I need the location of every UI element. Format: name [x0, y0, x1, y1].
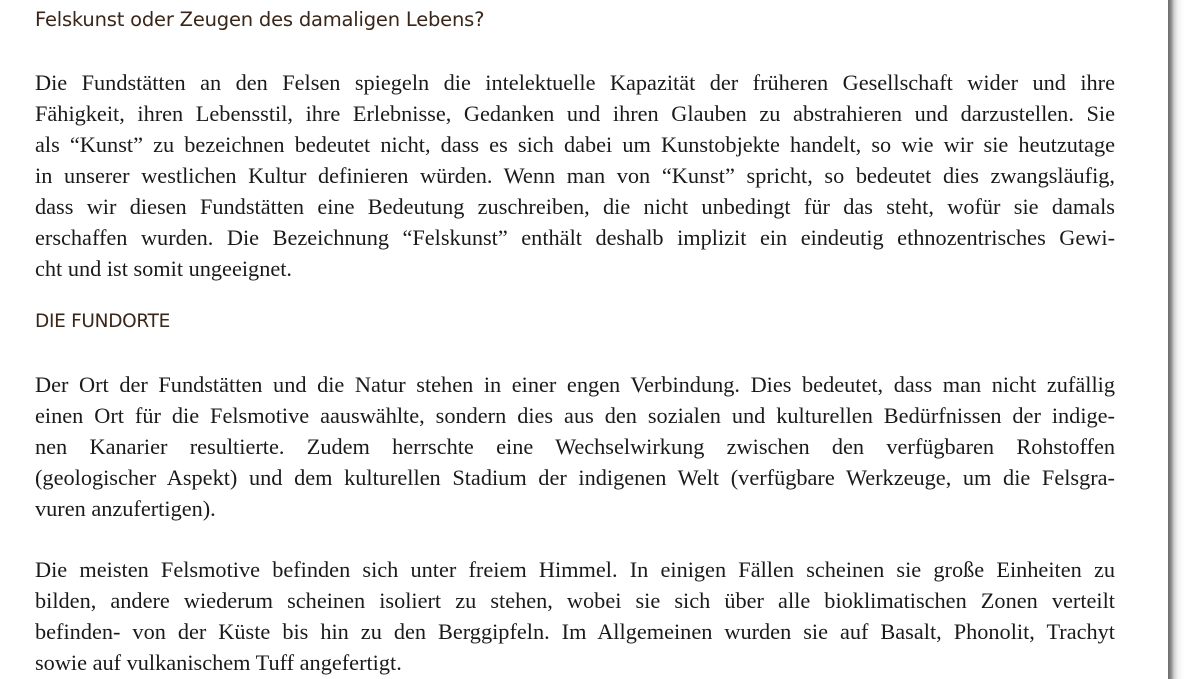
paragraph-line: als “Kunst” zu bezeichnen bedeutet nicht, dass es sich dabei um Kunstobjekte handelt, so wie wir sie heutzutage	[35, 132, 1115, 157]
paragraph-line: in unserer westlichen Kultur definieren würden. Wenn man von “Kunst” spricht, so bedeutet dies zwangsläufig,	[35, 163, 1115, 188]
paragraph-2	[35, 369, 1115, 524]
paragraph-1	[35, 67, 1115, 284]
paragraph-line: (geologischer Aspekt) und dem kulturellen Stadium der indigenen Welt (verfügbare Werkzeuge, um die Felsgra-	[35, 465, 1115, 490]
page-heading: Felskunst oder Zeugen des damaligen Lebens?	[35, 8, 485, 31]
paragraph-3	[35, 554, 1115, 678]
paragraph-line: nen Kanarier resultierte. Zudem herrschte eine Wechselwirkung zwischen den verfügbaren Rohstoffen	[35, 434, 1115, 459]
paragraph-line: bilden, andere wiederum scheinen isoliert zu stehen, wobei sie sich über alle bioklimatischen Zonen verteilt	[35, 588, 1115, 613]
paragraph-line: befinden- von der Küste bis hin zu den Berggipfeln. Im Allgemeinen wurden sie auf Basalt, Phonolit, Trachyt	[35, 619, 1115, 644]
paragraph-line: einen Ort für die Felsmotive aauswählte, sondern dies aus den sozialen und kulturellen Bedürfnissen der indige-	[35, 403, 1115, 428]
paragraph-line: vuren anzufertigen).	[35, 496, 216, 521]
page-edge-shadow	[1168, 0, 1184, 679]
paragraph-line: Die meisten Felsmotive befinden sich unter freiem Himmel. In einigen Fällen scheinen sie große Einheiten zu	[35, 557, 1115, 582]
paragraph-line: Fähigkeit, ihren Lebensstil, ihre Erlebnisse, Gedanken und ihren Glauben zu abstrahieren und darzustellen. Sie	[35, 101, 1115, 126]
paragraph-line: Die Fundstätten an den Felsen spiegeln die intelektuelle Kapazität der früheren Gesellschaft wider und ihre	[35, 70, 1115, 95]
section-title: DIE FUNDORTE	[35, 311, 170, 332]
paragraph-line: dass wir diesen Fundstätten eine Bedeutung zuschreiben, die nicht unbedingt für das steht, wofür sie damals	[35, 194, 1115, 219]
paragraph-line: cht und ist somit ungeeignet.	[35, 256, 293, 281]
paragraph-line: sowie auf vulkanischem Tuff angefertigt.	[35, 650, 402, 675]
paragraph-line: erschaffen wurden. Die Bezeichnung “Felskunst” enthält deshalb implizit ein eindeutig ethnozentrisches Gewi-	[35, 225, 1115, 250]
paragraph-line: Der Ort der Fundstätten und die Natur stehen in einer engen Verbindung. Dies bedeutet, dass man nicht zufällig	[35, 372, 1115, 397]
